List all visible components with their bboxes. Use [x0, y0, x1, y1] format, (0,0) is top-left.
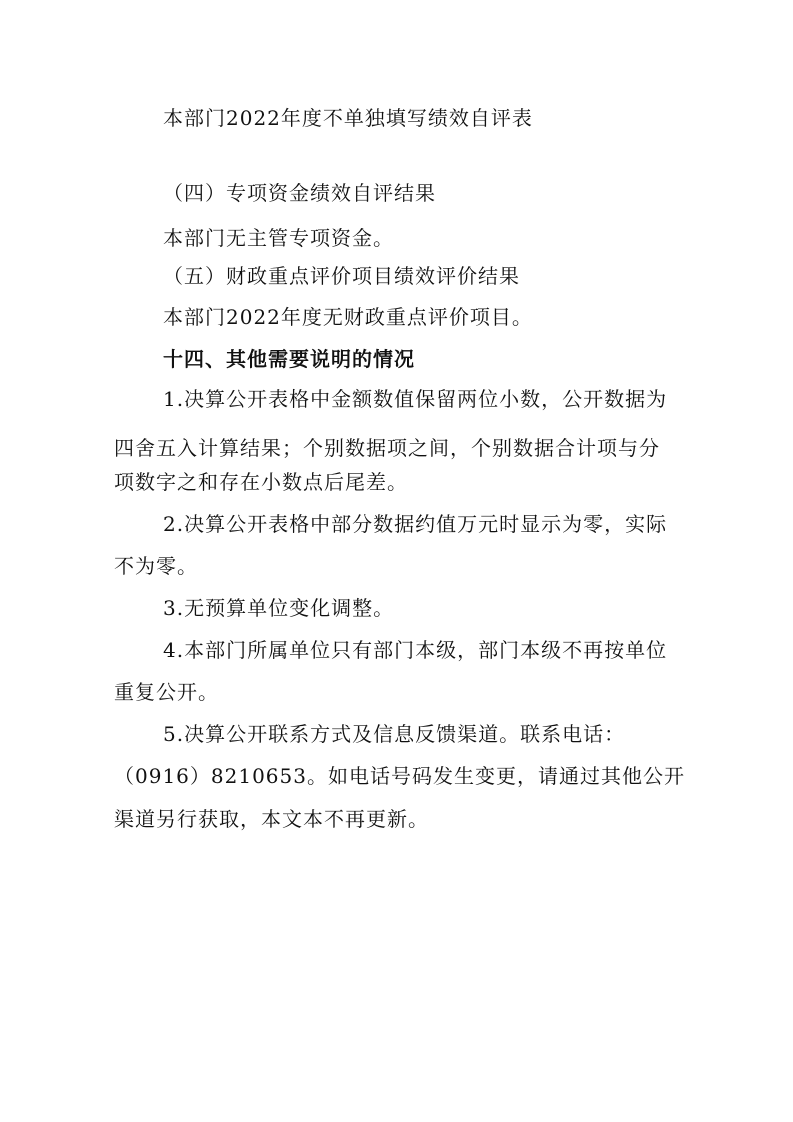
- item-4-line-2: 重复公开。: [114, 680, 219, 704]
- section-4-body: 本部门无主管专项资金。: [163, 226, 394, 250]
- item-2-line-2: 不为零。: [114, 554, 198, 578]
- section-4-title: （四）专项资金绩效自评结果: [163, 181, 436, 205]
- item-1-line-1: 1.决算公开表格中金额数值保留两位小数，公开数据为: [163, 387, 668, 411]
- item-5-line-2: （0916）8210653。如电话号码发生变更，请通过其他公开: [114, 764, 685, 788]
- item-2-line-1: 2.决算公开表格中部分数据约值万元时显示为零，实际: [163, 512, 668, 536]
- section-5-title: （五）财政重点评价项目绩效评价结果: [163, 264, 520, 288]
- item-5-line-3: 渠道另行获取，本文本不再更新。: [114, 807, 429, 831]
- item-1-line-2: 四舍五入计算结果；个别数据项之间，个别数据合计项与分: [114, 436, 660, 460]
- item-3-line-1: 3.无预算单位变化调整。: [163, 596, 395, 620]
- self-evaluation-note: 本部门2022年度不单独填写绩效自评表: [163, 106, 533, 130]
- section-5-body: 本部门2022年度无财政重点评价项目。: [163, 305, 533, 329]
- item-5-line-1: 5.决算公开联系方式及信息反馈渠道。联系电话：: [163, 722, 626, 746]
- item-4-line-1: 4.本部门所属单位只有部门本级，部门本级不再按单位: [163, 638, 668, 662]
- chapter-14-title: 十四、其他需要说明的情况: [163, 347, 415, 371]
- item-1-line-3: 项数字之和存在小数点后尾差。: [114, 470, 408, 494]
